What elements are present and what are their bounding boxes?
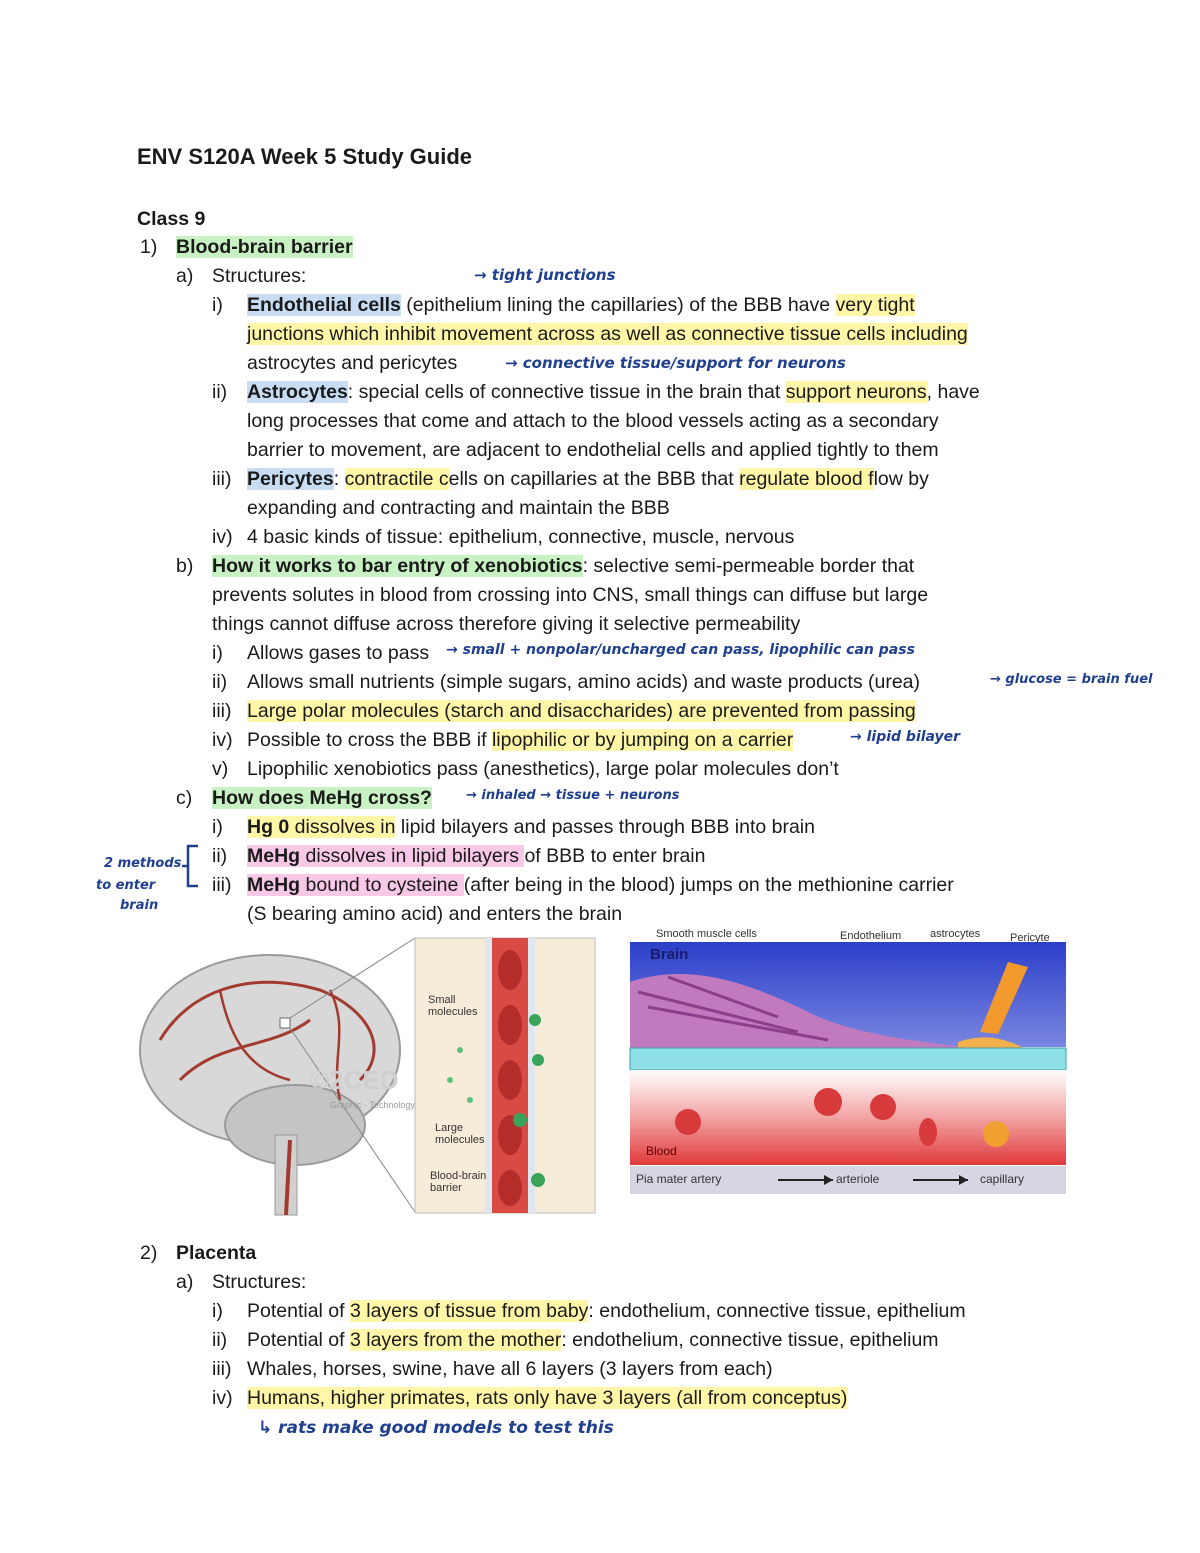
note-lipid-bilayer: → lipid bilayer — [850, 729, 961, 745]
s2a-label: a) — [176, 1271, 194, 1293]
s2a-i: Potential of 3 layers of tissue from baby: endothelium, connective tissue, epithelium — [247, 1300, 966, 1322]
list-num: i) — [212, 642, 223, 664]
s1b-line2: prevents solutes in blood from crossing into CNS, small things can diffuse but large — [212, 584, 929, 606]
s1b-label: b) — [176, 555, 194, 577]
s1a-label: a) — [176, 265, 194, 287]
list-num: iii) — [212, 874, 232, 896]
list-num: i) — [212, 294, 223, 316]
s1c-term: How does MeHg cross? — [212, 787, 432, 809]
s1b-ii: Allows small nutrients (simple sugars, amino acids) and waste products (urea) — [247, 671, 921, 693]
note-tight-junctions: → tight junctions — [474, 266, 616, 284]
list-num: iii) — [212, 700, 232, 722]
label-small-molecules: Small molecules — [428, 994, 478, 1018]
list-num: iii) — [212, 1358, 232, 1380]
note-gases: → small + nonpolar/uncharged can pass, lipophilic can pass — [446, 642, 915, 658]
label-capillary: capillary — [980, 1172, 1025, 1186]
label-pia-mater: Pia mater artery — [636, 1172, 722, 1186]
class-heading: Class 9 — [137, 208, 206, 230]
figure-bbb-layers — [628, 922, 1070, 1196]
list-num: ii) — [212, 1329, 228, 1351]
list-num: iv) — [212, 729, 233, 751]
watermark: ©2CED — [310, 1065, 399, 1095]
list-num: i) — [212, 816, 223, 838]
s1a-i-line1: Endothelial cells (epithelium lining the capillaries) of the BBB have very tight — [247, 294, 915, 316]
note-methods-2: to enter — [96, 878, 156, 893]
s1a-iii-line1: Pericytes: contractile cells on capillaries at the BBB that regulate blood flow by — [247, 468, 929, 490]
s1a-i-line2: junctions which inhibit movement across as well as connective tissue cells including — [247, 323, 968, 345]
s1a-i-line3: astrocytes and pericytes — [247, 352, 458, 374]
list-num: i) — [212, 1300, 223, 1322]
list-num: iv) — [212, 1387, 233, 1409]
s1a-ii-line2: long processes that come and attach to the blood vessels acting as a secondary — [247, 410, 939, 432]
figure-brain-bbb — [130, 930, 600, 1220]
list-num: iv) — [212, 526, 233, 548]
s1b-v: Lipophilic xenobiotics pass (anesthetics), large polar molecules don’t — [247, 758, 839, 780]
label-bbb: Blood-brain barrier — [430, 1170, 487, 1194]
s1a-ii-line1: Astrocytes: special cells of connective tissue in the brain that support neurons, have — [247, 381, 980, 403]
layers-illustration — [628, 922, 1070, 1196]
label-pericyte: Pericyte — [1010, 932, 1050, 944]
label-blood: Blood — [646, 1144, 677, 1158]
s1c-iii-line2: (S bearing amino acid) and enters the brain — [247, 903, 623, 925]
label-smooth-muscle: Smooth muscle cells — [656, 928, 757, 940]
note-connective: → connective tissue/support for neurons — [505, 354, 846, 372]
bracket-icon — [180, 842, 204, 890]
s1c-label: c) — [176, 787, 193, 809]
list-num: ii) — [212, 845, 228, 867]
s1c-i: Hg 0 dissolves in lipid bilayers and passes through BBB into brain — [247, 816, 815, 838]
s2a-text: Structures: — [212, 1271, 307, 1293]
watermark-2: Graphic · Technology — [330, 1100, 415, 1110]
s2a-iv: Humans, higher primates, rats only have 3 layers (all from conceptus) — [247, 1387, 848, 1409]
section1-heading: Blood-brain barrier — [176, 236, 353, 258]
label-astrocytes: astrocytes — [930, 928, 981, 940]
list-num: ii) — [212, 671, 228, 693]
section2-number: 2) — [140, 1242, 158, 1264]
note-rats-models: ↳ rats make good models to test this — [258, 1418, 614, 1438]
s1b-i: Allows gases to pass — [247, 642, 430, 664]
s2a-iii: Whales, horses, swine, have all 6 layers (3 layers from each) — [247, 1358, 773, 1380]
note-inhaled: → inhaled → tissue + neurons — [466, 788, 680, 803]
list-num: v) — [212, 758, 229, 780]
s1b-iii: Large polar molecules (starch and disaccharides) are prevented from passing — [247, 700, 916, 722]
section2-heading: Placenta — [176, 1242, 257, 1264]
section1-number: 1) — [140, 236, 158, 258]
s1a-iii-line2: expanding and contracting and maintain the BBB — [247, 497, 670, 519]
label-endothelium: Endothelium — [840, 930, 902, 942]
label-brain: Brain — [650, 946, 689, 963]
s2a-ii: Potential of 3 layers from the mother: endothelium, connective tissue, epithelium — [247, 1329, 939, 1351]
s1c-ii: MeHg dissolves in lipid bilayers of BBB to enter brain — [247, 845, 706, 867]
s1a-iv-line: 4 basic kinds of tissue: epithelium, connective, muscle, nervous — [247, 526, 795, 548]
s1a-ii-line3: barrier to movement, are adjacent to endothelial cells and applied tightly to them — [247, 439, 939, 461]
s1b-line1: How it works to bar entry of xenobiotics: selective semi-permeable border that — [212, 555, 915, 577]
list-num: iii) — [212, 468, 232, 490]
note-methods-3: brain — [120, 898, 159, 913]
s1a-text: Structures: — [212, 265, 307, 287]
s1b-line3: things cannot diffuse across therefore giving it selective permeability — [212, 613, 801, 635]
s1b-iv: Possible to cross the BBB if lipophilic or by jumping on a carrier — [247, 729, 794, 751]
note-methods-1: 2 methods — [104, 856, 182, 871]
note-glucose: → glucose = brain fuel — [990, 672, 1153, 687]
label-large-molecules: Large molecules — [435, 1122, 485, 1146]
label-arteriole: arteriole — [836, 1172, 880, 1186]
s1c-iii: MeHg bound to cysteine (after being in the blood) jumps on the methionine carrier — [247, 874, 954, 896]
page-title: ENV S120A Week 5 Study Guide — [137, 144, 473, 169]
list-num: ii) — [212, 381, 228, 403]
